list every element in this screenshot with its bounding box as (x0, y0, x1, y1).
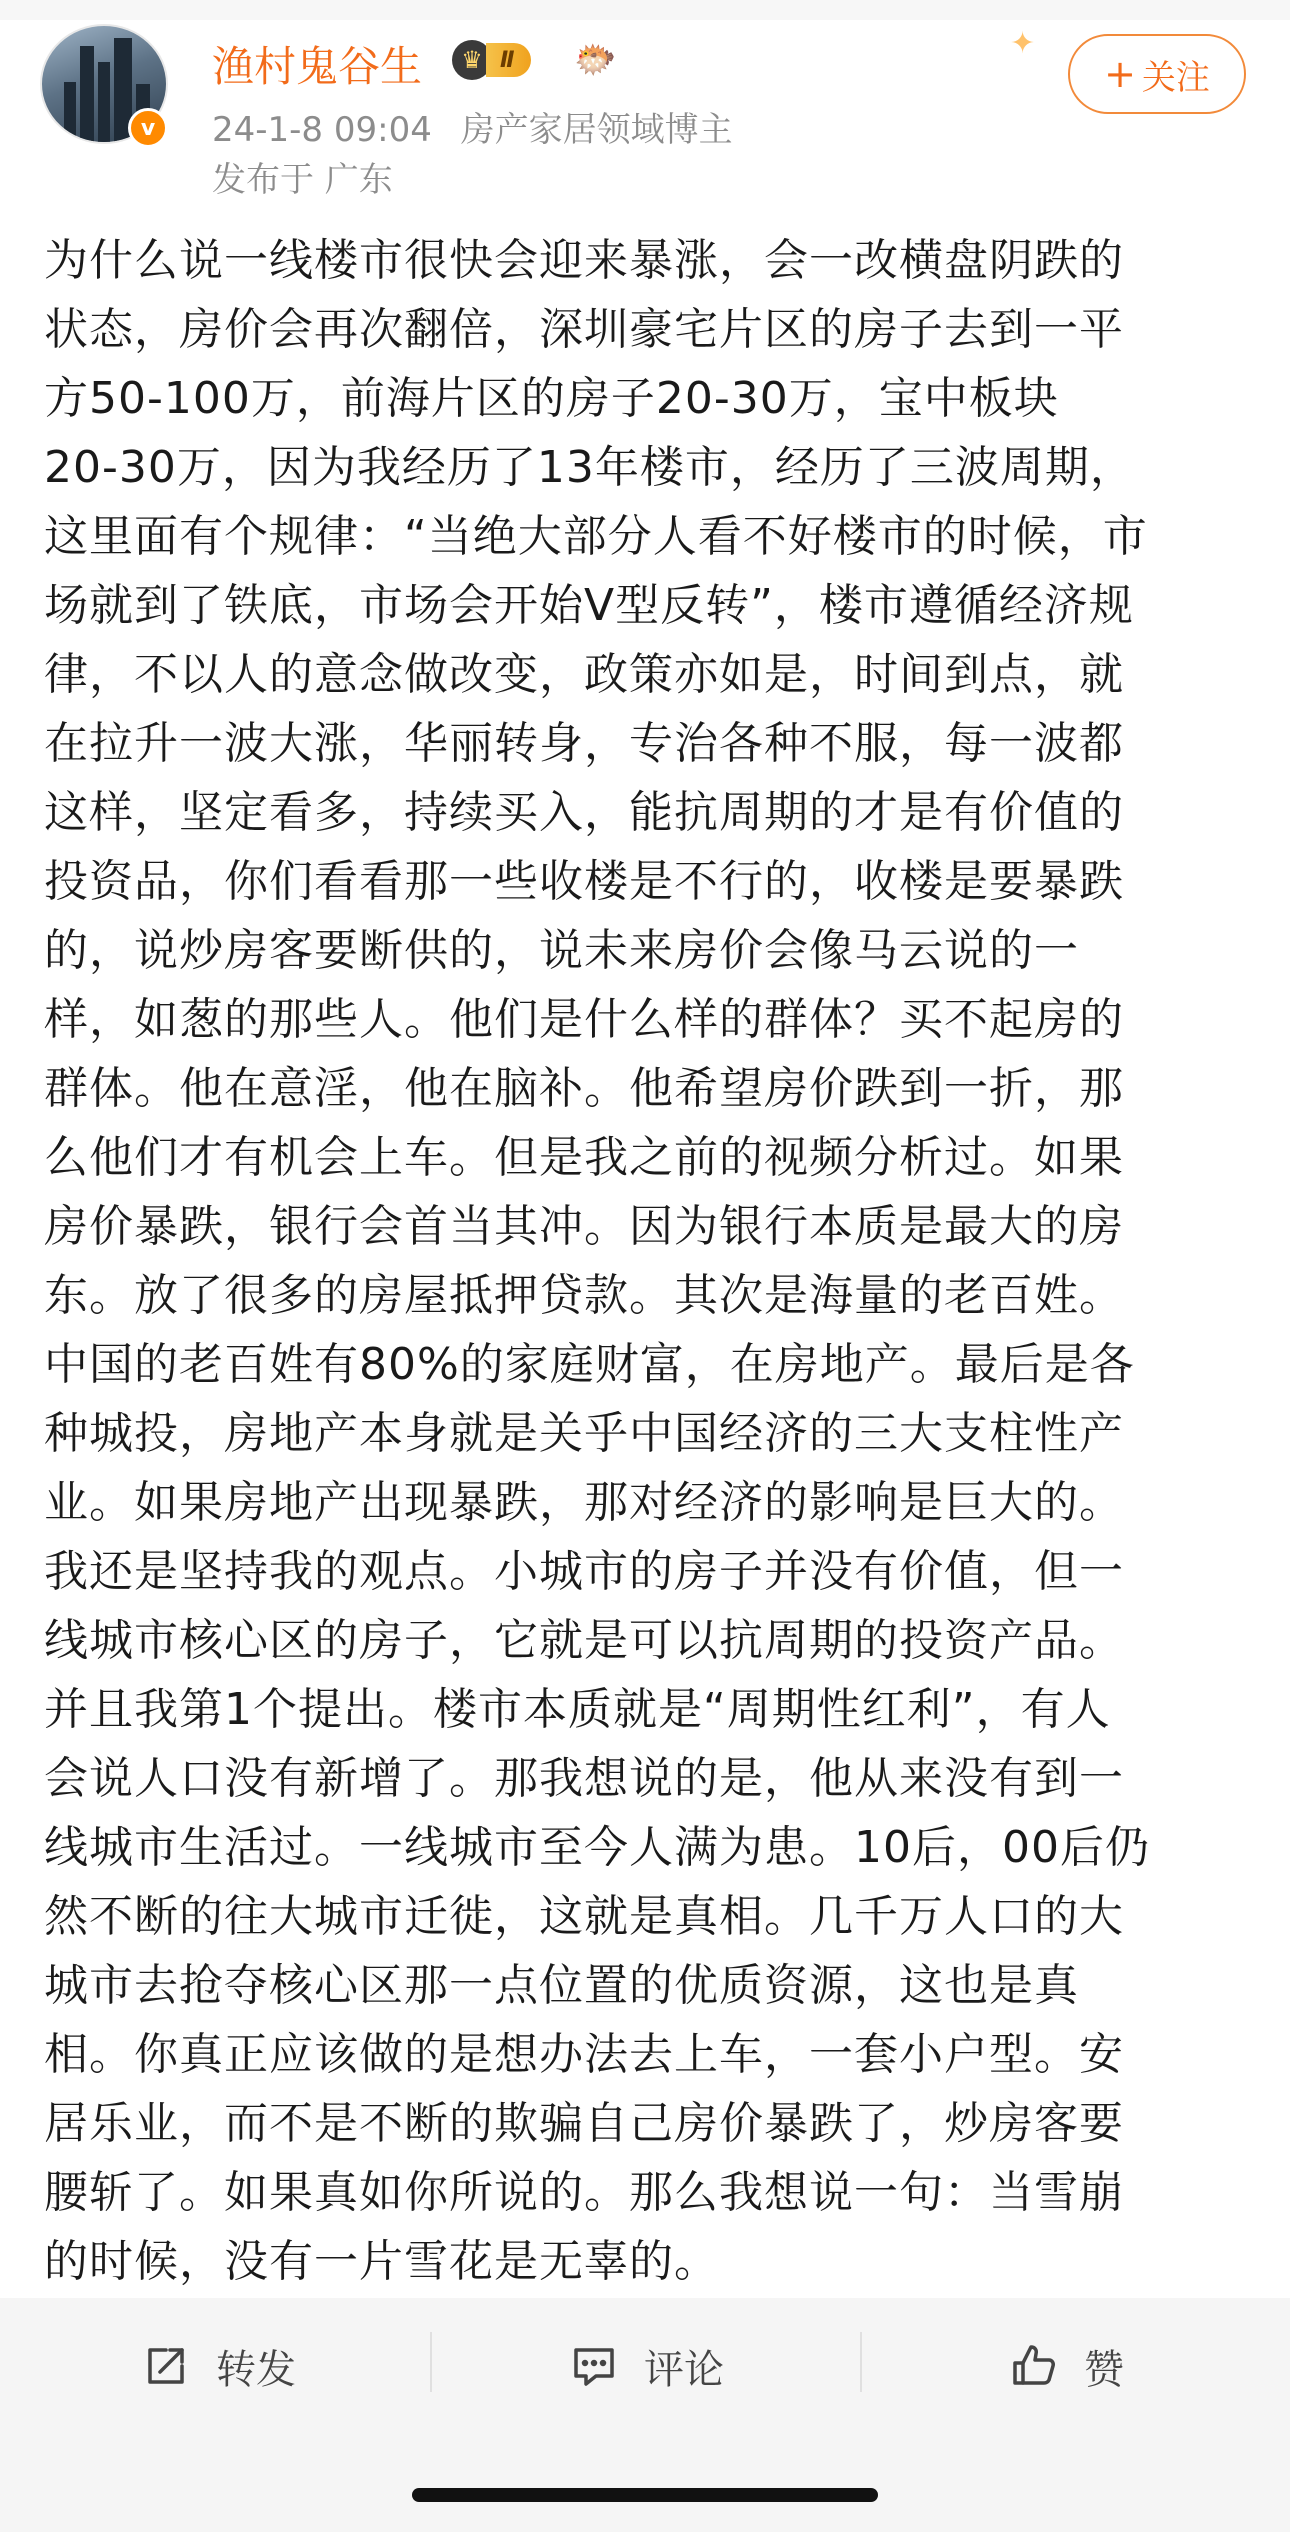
post-line: 这里面有个规律：“当绝大部分人看不好楼市的时候，市 (44, 511, 1148, 562)
post-line: 线城市核心区的房子，它就是可以抗周期的投资产品。 (44, 1615, 1124, 1666)
post-location: 发布于 广东 (212, 160, 393, 200)
post-line: 的，说炒房客要断供的，说未来房价会像马云说的一 (44, 925, 1079, 976)
post-line: 城市去抢夺核心区那一点位置的优质资源，这也是真 (44, 1960, 1079, 2011)
crown-icon: ♛ (452, 40, 492, 80)
action-divider (860, 2332, 862, 2392)
post-line: 我还是坚持我的观点。小城市的房子并没有价值，但一 (44, 1546, 1124, 1597)
fish-icon: 🐡 (574, 40, 617, 80)
post-line: 群体。他在意淫，他在脑补。他希望房价跌到一折，那 (44, 1063, 1124, 1114)
member-level-badge[interactable] (452, 40, 568, 80)
post-line: 么他们才有机会上车。但是我之前的视频分析过。如果 (44, 1132, 1124, 1183)
post-line: 会说人口没有新增了。那我想说的是，他从来没有到一 (44, 1753, 1124, 1804)
post-line: 为什么说一线楼市很快会迎来暴涨，会一改横盘阴跌的 (44, 235, 1124, 286)
post-line: 居乐业，而不是不断的欺骗自己房价暴跌了，炒房客要 (44, 2098, 1124, 2149)
post-line: 的时候，没有一片雪花是无辜的。 (44, 2236, 719, 2287)
repost-icon (142, 2342, 190, 2390)
follow-button[interactable] (1068, 34, 1246, 114)
post-line: 场就到了铁底，市场会开始V型反转”，楼市遵循经济规 (44, 580, 1134, 631)
action-divider (430, 2332, 432, 2392)
like-label: 赞 (1084, 2346, 1124, 2393)
comment-label: 评论 (644, 2346, 724, 2393)
post-line: 业。如果房地产出现暴跌，那对经济的影响是巨大的。 (44, 1477, 1124, 1528)
author-name[interactable]: 渔村鬼谷生 (212, 42, 423, 91)
comment-icon (570, 2342, 618, 2390)
follow-label: 关注 (1141, 57, 1210, 98)
thumbs-up-icon (1010, 2342, 1058, 2390)
post-date: 24-1-8 09:04 (212, 110, 432, 150)
level-label: Ⅱ (486, 43, 531, 77)
post-line: 然不断的往大城市迁徙，这就是真相。几千万人口的大 (44, 1891, 1124, 1942)
post-line: 投资品，你们看看那一些收楼是不行的，收楼是要暴跌 (44, 856, 1124, 907)
top-strip (0, 0, 1290, 20)
decoration-sparkle-icon: ✦ (1010, 26, 1036, 61)
plus-icon: + (1104, 52, 1136, 96)
post-line: 线城市生活过。一线城市至今人满为患。10后，00后仍 (44, 1822, 1150, 1873)
post-line: 中国的老百姓有80%的家庭财富，在房地产。最后是各 (44, 1339, 1135, 1390)
comment-button[interactable] (570, 2336, 724, 2396)
post-line: 房价暴跌，银行会首当其冲。因为银行本质是最大的房 (44, 1201, 1124, 1252)
home-indicator[interactable] (412, 2488, 878, 2502)
post-line: 样，如葱的那些人。他们是什么样的群体？买不起房的 (44, 994, 1124, 1045)
post-text (44, 226, 1254, 2296)
post-line: 方50-100万，前海片区的房子20-30万，宝中板块 (44, 373, 1059, 424)
post-line: 东。放了很多的房屋抵押贷款。其次是海量的老百姓。 (44, 1270, 1124, 1321)
repost-label: 转发 (216, 2346, 296, 2393)
post-line: 种城投，房地产本身就是关乎中国经济的三大支柱性产 (44, 1408, 1124, 1459)
post-line: 20-30万，因为我经历了13年楼市，经历了三波周期， (44, 442, 1135, 493)
post-line: 腰斩了。如果真如你所说的。那么我想说一句：当雪崩 (44, 2167, 1124, 2218)
author-title: 房产家居领域博主 (460, 110, 733, 150)
post-line: 相。你真正应该做的是想办法去上车，一套小户型。安 (44, 2029, 1124, 2080)
post-line: 状态，房价会再次翻倍，深圳豪宅片区的房子去到一平 (44, 304, 1124, 355)
like-button[interactable] (1010, 2336, 1124, 2396)
post-line: 并且我第1个提出。楼市本质就是“周期性红利”，有人 (44, 1684, 1111, 1735)
post-line: 在拉升一波大涨，华丽转身，专治各种不服，每一波都 (44, 718, 1124, 769)
post-line: 律，不以人的意念做改变，政策亦如是，时间到点，就 (44, 649, 1124, 700)
post-line: 这样，坚定看多，持续买入，能抗周期的才是有价值的 (44, 787, 1124, 838)
verified-mark: v (140, 115, 156, 141)
post-meta (212, 102, 733, 151)
verified-badge-icon (128, 108, 168, 148)
repost-button[interactable] (142, 2336, 296, 2396)
